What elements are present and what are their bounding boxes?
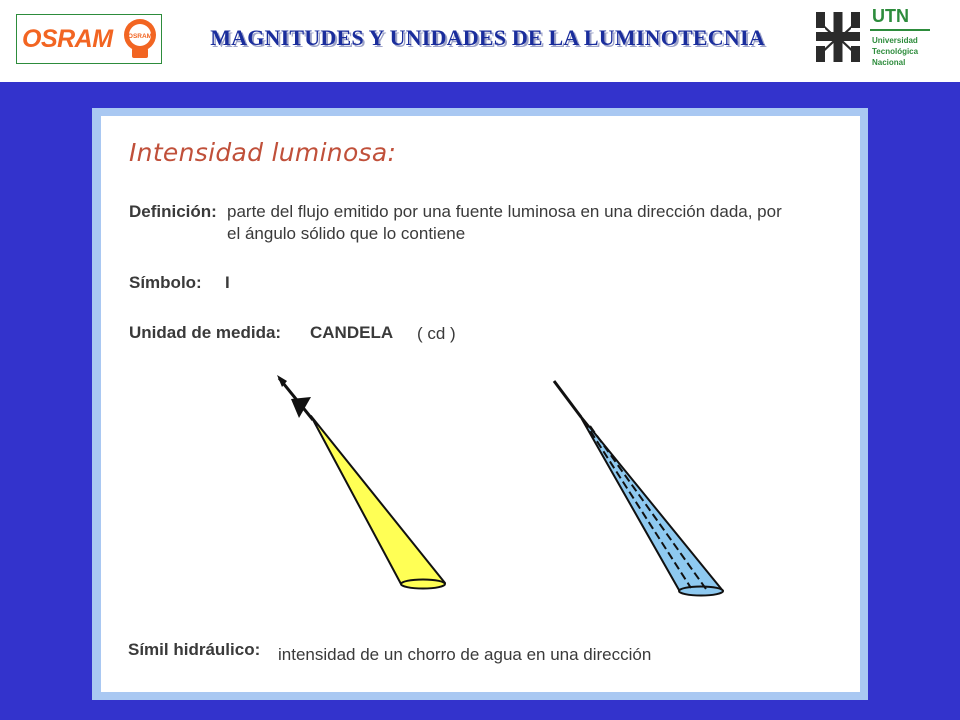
light-cone-figure xyxy=(277,375,445,589)
osram-bulb-icon xyxy=(121,18,159,62)
water-jet-line xyxy=(554,381,581,417)
utn-logo xyxy=(808,4,932,70)
water-stream-dash-2 xyxy=(590,426,706,589)
osram-logo xyxy=(16,14,162,64)
beam-illustrations xyxy=(101,116,860,692)
water-cone-figure xyxy=(554,381,723,596)
definition-line-1: parte del flujo emitido por una fuente luminosa en una dirección dada, por xyxy=(227,202,782,221)
light-cone-base xyxy=(401,580,445,589)
symbol-label: Símbolo: xyxy=(129,273,202,292)
utn-line-2: Tecnológica xyxy=(872,47,919,56)
slide-content xyxy=(101,116,860,692)
osram-logo-word: OSRAM xyxy=(22,25,113,53)
utn-line-3: Nacional xyxy=(872,58,906,67)
utn-divider xyxy=(870,29,930,32)
utn-acronym: UTN xyxy=(872,6,909,26)
water-stream-dash-1 xyxy=(584,421,691,588)
definition-label: Definición: xyxy=(129,202,217,221)
osram-bulb-text: OSRAM xyxy=(127,33,153,40)
page-title: MAGNITUDES Y UNIDADES DE LA LUMINOTECNIA xyxy=(210,25,765,50)
utn-emblem-icon xyxy=(808,4,868,70)
slide-heading: Intensidad luminosa: xyxy=(129,138,397,167)
unit-name: CANDELA xyxy=(310,323,394,342)
unit-label: Unidad de medida: xyxy=(129,323,282,342)
water-cone-base xyxy=(679,587,723,596)
header-bar xyxy=(0,0,960,82)
unit-abbreviation: ( cd ) xyxy=(417,324,456,343)
light-cone xyxy=(311,416,445,584)
hydraulic-label: Símil hidráulico: xyxy=(128,640,261,659)
definition-line-2: el ángulo sólido que lo contiene xyxy=(227,224,466,243)
utn-line-1: Universidad xyxy=(872,36,918,45)
hydraulic-text: intensidad de un chorro de agua en una dirección xyxy=(278,645,652,664)
symbol-value: I xyxy=(225,273,230,292)
